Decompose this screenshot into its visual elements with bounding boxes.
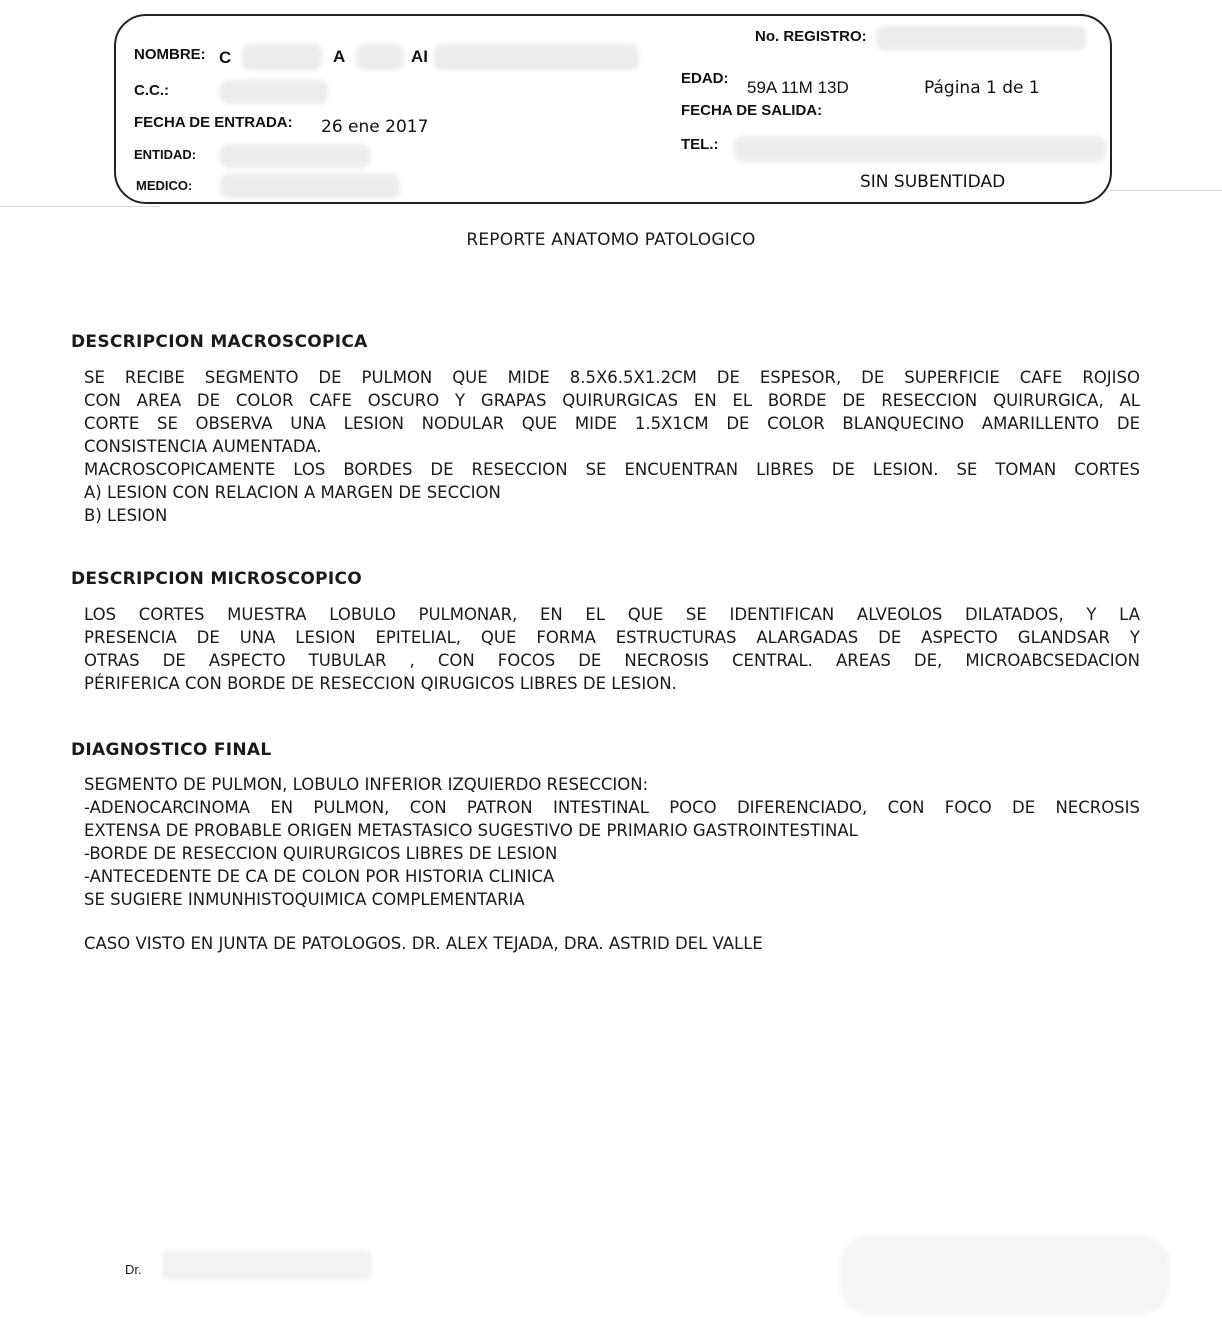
- medico-label: MEDICO:: [136, 178, 193, 193]
- redacted-region: [242, 44, 322, 70]
- patient-header-box: [114, 14, 1112, 204]
- entrada-value: 26 ene 2017: [321, 117, 429, 137]
- diag-section-title: DIAGNOSTICO FINAL: [71, 740, 272, 760]
- macro-line: CONSISTENCIA AUMENTADA.: [84, 437, 322, 456]
- diag-line: SE SUGIERE INMUNHISTOQUIMICA COMPLEMENTARIA: [84, 890, 525, 909]
- redacted-region: [734, 136, 1106, 162]
- nombre-part-2: A: [333, 47, 346, 66]
- report-title: REPORTE ANATOMO PATOLOGICO: [466, 230, 756, 250]
- diag-line: SEGMENTO DE PULMON, LOBULO INFERIOR IZQUIERDO RESECCION:: [84, 775, 649, 794]
- pagina-indicator: Página 1 de 1: [924, 78, 1040, 98]
- registro-label: No. REGISTRO:: [755, 28, 867, 45]
- redacted-region: [356, 44, 404, 70]
- micro-line: PÉRIFERICA CON BORDE DE RESECCION QIRUGICOS LIBRES DE LESION.: [84, 674, 677, 693]
- redacted-stamp: [840, 1235, 1170, 1315]
- redacted-signature: [162, 1250, 372, 1280]
- redacted-region: [220, 144, 370, 168]
- entidad-label: ENTIDAD:: [134, 147, 197, 162]
- nombre-label: NOMBRE:: [134, 46, 206, 63]
- diag-section-body: [84, 773, 1140, 911]
- macro-section-body: [84, 366, 1140, 527]
- micro-line: PRESENCIA DE UNA LESION EPITELIAL, QUE FORMA ESTRUCTURAS ALARGADAS DE ASPECTO GLANDSAR Y: [84, 628, 1140, 647]
- redacted-region: [220, 80, 328, 104]
- macro-line: CON AREA DE COLOR CAFE OSCURO Y GRAPAS QUIRURGICAS EN EL BORDE DE RESECCION QUIRURGICA, AL: [84, 391, 1140, 410]
- edad-value: 59A 11M 13D: [747, 78, 849, 97]
- macro-line: CORTE SE OBSERVA UNA LESION NODULAR QUE MIDE 1.5X1CM DE COLOR BLANQUECINO AMARILLENTO DE: [84, 414, 1140, 433]
- doctor-label: Dr.: [125, 1262, 142, 1277]
- diag-line: -ANTECEDENTE DE CA DE COLON POR HISTORIA CLINICA: [84, 867, 555, 886]
- redacted-region: [220, 174, 400, 198]
- redacted-region: [434, 44, 639, 70]
- subentidad-value: SIN SUBENTIDAD: [860, 172, 1006, 192]
- micro-section-body: [84, 603, 1140, 695]
- scan-artifact-line: [1110, 190, 1222, 191]
- macro-line: B) LESION: [84, 506, 168, 525]
- scan-artifact-line: [0, 206, 160, 207]
- micro-line: LOS CORTES MUESTRA LOBULO PULMONAR, EN EL QUE SE IDENTIFICAN ALVEOLOS DILATADOS, Y LA: [84, 605, 1140, 624]
- micro-line: OTRAS DE ASPECTO TUBULAR , CON FOCOS DE NECROSIS CENTRAL. AREAS DE, MICROABCSEDACION: [84, 651, 1140, 670]
- diag-note: [84, 932, 1140, 955]
- macro-line: SE RECIBE SEGMENTO DE PULMON QUE MIDE 8.5X6.5X1.2CM DE ESPESOR, DE SUPERFICIE CAFE ROJISO: [84, 368, 1140, 387]
- macro-line: A) LESION CON RELACION A MARGEN DE SECCION: [84, 483, 501, 502]
- cc-label: C.C.:: [134, 82, 169, 99]
- redacted-region: [876, 26, 1086, 50]
- diag-line: -BORDE DE RESECCION QUIRURGICOS LIBRES DE LESION: [84, 844, 558, 863]
- nombre-part-1: C: [219, 48, 232, 67]
- macro-section-title: DESCRIPCION MACROSCOPICA: [71, 332, 368, 352]
- micro-section-title: DESCRIPCION MICROSCOPICO: [71, 569, 363, 589]
- diag-note-line: CASO VISTO EN JUNTA DE PATOLOGOS. DR. ALEX TEJADA, DRA. ASTRID DEL VALLE: [84, 934, 763, 953]
- diag-line: EXTENSA DE PROBABLE ORIGEN METASTASICO SUGESTIVO DE PRIMARIO GASTROINTESTINAL: [84, 821, 858, 840]
- diag-line: -ADENOCARCINOMA EN PULMON, CON PATRON INTESTINAL POCO DIFERENCIADO, CON FOCO DE NECROSIS: [84, 798, 1140, 817]
- tel-label: TEL.:: [681, 136, 719, 153]
- edad-label: EDAD:: [681, 70, 729, 87]
- salida-label: FECHA DE SALIDA:: [681, 102, 823, 119]
- nombre-part-3: AI: [411, 47, 428, 66]
- macro-line: MACROSCOPICAMENTE LOS BORDES DE RESECCION SE ENCUENTRAN LIBRES DE LESION. SE TOMAN CORTES: [84, 460, 1140, 479]
- entrada-label: FECHA DE ENTRADA:: [134, 114, 293, 131]
